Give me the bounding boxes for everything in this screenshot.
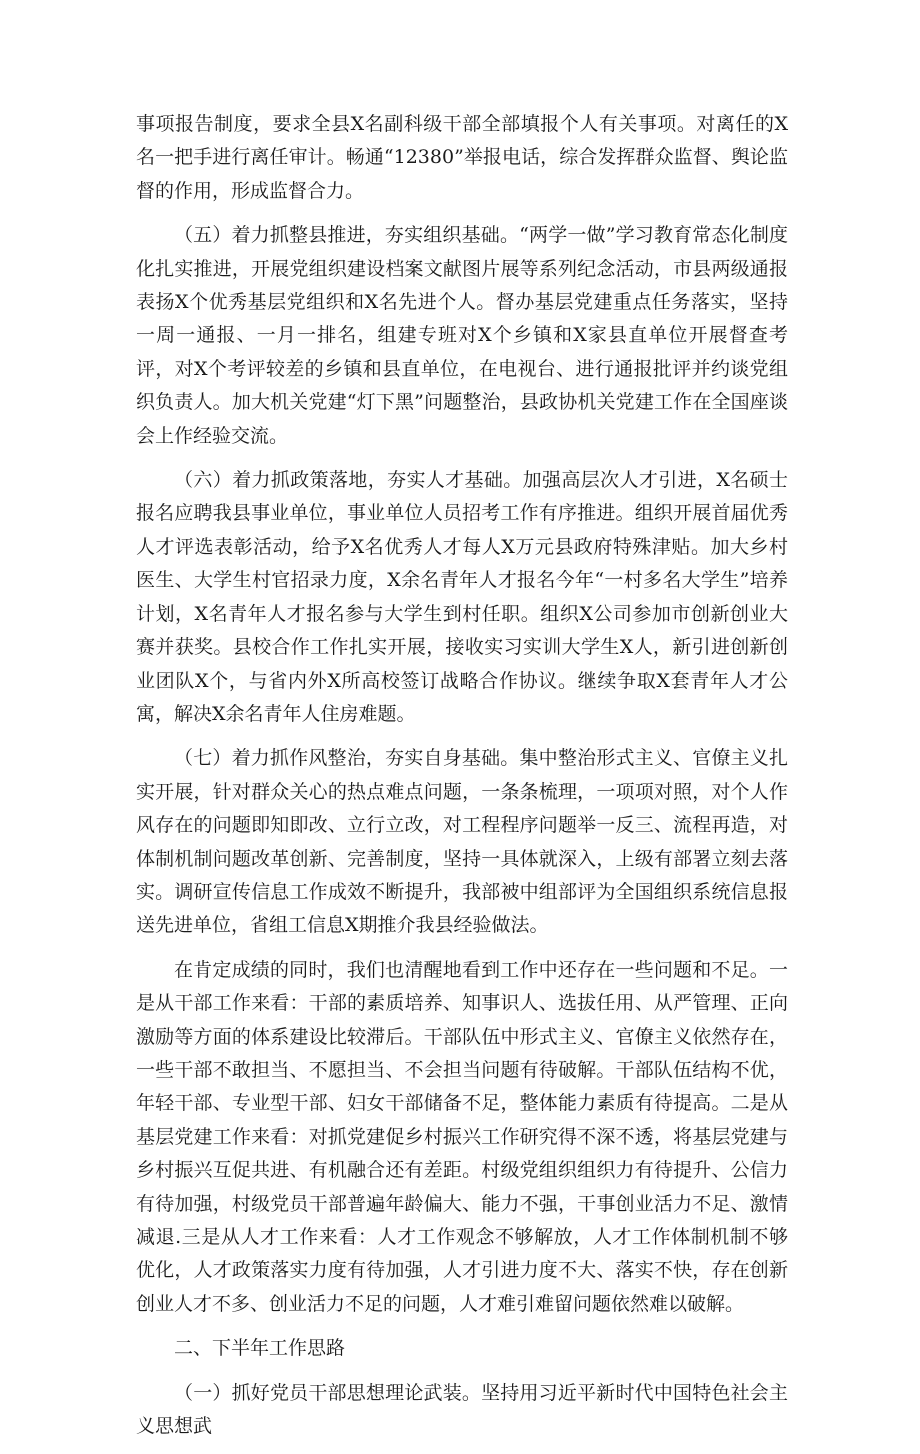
paragraph-continuation: 事项报告制度，要求全县X名副科级干部全部填报个人有关事项。对离任的X名一把手进行离任审计。畅通“12380”举报电话，综合发挥群众监督、舆论监督的作用，形成监督合力。 — [136, 113, 788, 202]
paragraph-section-six: （六）着力抓政策落地，夯实人才基础。加强高层次人才引进，X名硕士报名应聘我县事业单位，事业单位人员招考工作有序推进。组织开展首届优秀人才评选表彰活动，给予X名优秀人才每人X万元县政府特殊津贴。加大乡村医生、大学生村官招录力度，X余名青年人才报名今年“一村多名大学生”培养计划，X名青年人才报名参与大学生到村任职。组织X公司参加市创新创业大赛并获奖。县校合作工作扎实开展，接收实习实训大学生X人，新引进创新创业团队X个，与省内外X所高校签订战略合作协议。继续争取X套青年人才公寓，解决X余名青年人住房难题。 — [136, 469, 788, 725]
section-heading-second-half: 二、下半年工作思路 — [174, 1337, 346, 1360]
paragraph-section-one: （一）抓好党员干部思想理论武装。坚持用习近平新时代中国特色社会主义思想武 — [136, 1381, 788, 1438]
paragraph-shortcomings: 在肯定成绩的同时，我们也清醒地看到工作中还存在一些问题和不足。一是从干部工作来看：干部的素质培养、知事识人、选拔任用、从严管理、正向激励等方面的体系建设比较滞后。干部队伍中形式主义、官僚主义依然存在，一些干部不敢担当、不愿担当、不会担当问题有待破解。干部队伍结构不优，年轻干部、专业型干部、妇女干部储备不足，整体能力素质有待提高。二是从基层党建工作来看：对抓党建促乡村振兴工作研究得不深不透，将基层党建与乡村振兴互促共进、有机融合还有差距。村级党组织组织力有待提升、公信力有待加强，村级党员干部普遍年龄偏大、能力不强，干事创业活力不足、激情减退.三是从人才工作来看：人才工作观念不够解放，人才工作体制机制不够优化，人才政策落实力度有待加强，人才引进力度不大、落实不快，存在创新创业人才不多、创业活力不足的问题，人才难引难留问题依然难以破解。 — [136, 958, 788, 1315]
paragraph-section-seven: （七）着力抓作风整治，夯实自身基础。集中整治形式主义、官僚主义扎实开展，针对群众关心的热点难点问题，一条条梳理，一项项对照，对个人作风存在的问题即知即改、立行立改，对工程程序问题举一反三、流程再造，对体制机制问题改革创新、完善制度，坚持一具体就深入，上级有部署立刻去落实。调研宣传信息工作成效不断提升，我部被中组部评为全国组织系统信息报送先进单位，省组工信息X期推介我县经验做法。 — [136, 747, 788, 937]
document-body — [136, 108, 788, 1454]
paragraph-section-five: （五）着力抓整县推进，夯实组织基础。“两学一做”学习教育常态化制度化扎实推进，开展党组织建设档案文献图片展等系列纪念活动，市县两级通报表扬X个优秀基层党组织和X名先进个人。督办基层党建重点任务落实，坚持一周一通报、一月一排名，组建专班对X个乡镇和X家县直单位开展督查考评，对X个考评较差的乡镇和县直单位，在电视台、进行通报批评并约谈党组织负责人。加大机关党建“灯下黑”问题整治，县政协机关党建工作在全国座谈会上作经验交流。 — [136, 224, 788, 447]
